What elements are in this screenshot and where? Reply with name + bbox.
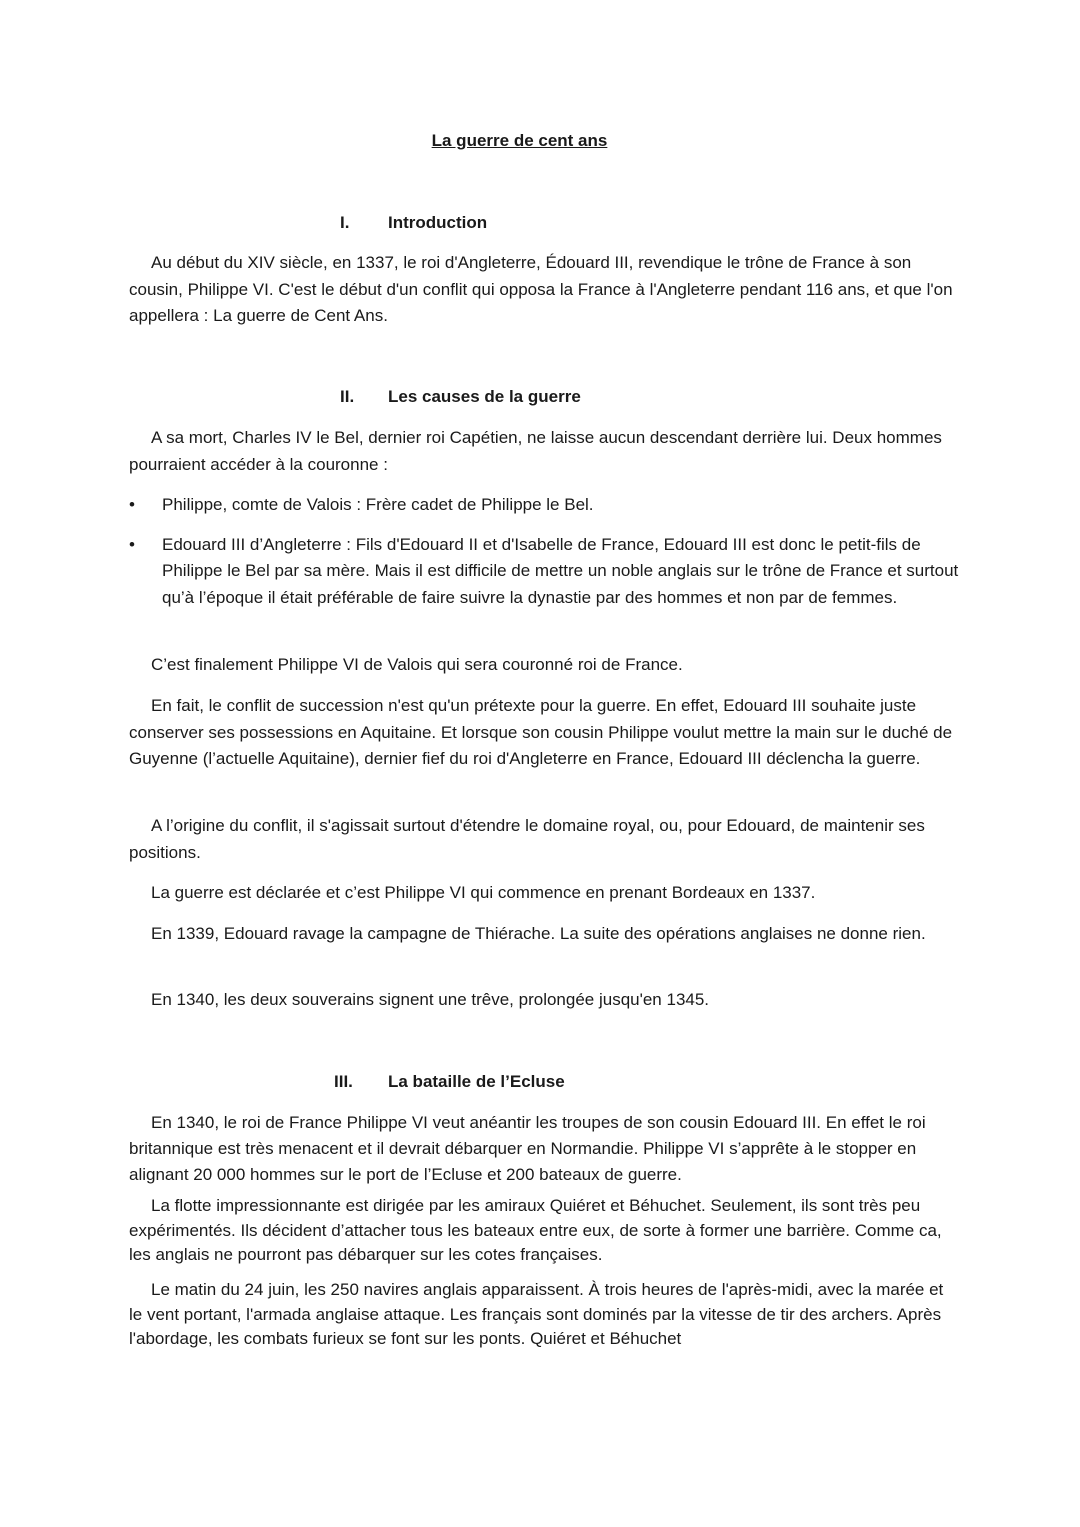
paragraph-ecluse-2: La flotte impressionnante est dirigée par les amiraux Quiéret et Béhuchet. Seulement, ils sont très peu expérimentés. Ils décident d’attacher tous les bateaux entre eux, de sorte à former une barrière. Comme ca, les anglais ne pourront pas débarquer sur les cotes françaises.: [129, 1196, 942, 1264]
paragraph-causes-intro: A sa mort, Charles IV le Bel, dernier roi Capétien, ne laisse aucun descendant derrière lui. Deux hommes pourraient accéder à la couronne :: [129, 428, 942, 474]
section-title: Introduction: [388, 213, 488, 232]
paragraph-declaration: La guerre est déclarée et c’est Philippe VI qui commence en prenant Bordeaux en 1337.: [151, 883, 816, 902]
section-heading-introduction: [340, 213, 487, 233]
section-heading-causes: [340, 387, 581, 407]
paragraph-pretext: En fait, le conflit de succession n'est qu'un prétexte pour la guerre. En effet, Edouard III souhaite juste conserver ses possessions en Aquitaine. Et lorsque son cousin Philippe voulut mettre la main sur le duché de Guyenne (l’actuelle Aquitaine), dernier fief du roi d'Angleterre en France, Edouard III déclencha la guerre.: [129, 696, 953, 768]
paragraph-ecluse-3: Le matin du 24 juin, les 250 navires anglais apparaissent. À trois heures de l'après-midi, avec la marée et le vent portant, l'armada anglaise attaque. Les français sont dominés par la vitesse de tir des archers. Après l'abordage, les combats furieux se font sur les ponts. Quiéret et Béhuchet: [129, 1280, 944, 1348]
bullet-list-claimants: [129, 492, 959, 611]
paragraph-introduction: Au début du XIV siècle, en 1337, le roi d'Angleterre, Édouard III, revendique le trône de France à son cousin, Philippe VI. C'est le début d'un conflit qui opposa la France à l'Angleterre pendant 116 ans, et que l'on appellera : La guerre de Cent Ans.: [129, 253, 953, 325]
list-item: [129, 532, 959, 612]
section-number: II.: [340, 387, 355, 406]
section-heading-ecluse: [334, 1072, 565, 1092]
paragraph-1340-truce: En 1340, les deux souverains signent une trêve, prolongée jusqu'en 1345.: [151, 990, 710, 1009]
paragraph-coronation: C’est finalement Philippe VI de Valois qui sera couronné roi de France.: [151, 655, 683, 674]
paragraph-1339: En 1339, Edouard ravage la campagne de Thiérache. La suite des opérations anglaises ne donne rien.: [151, 924, 926, 943]
section-number: III.: [334, 1072, 353, 1091]
section-title: La bataille de l’Ecluse: [388, 1072, 565, 1091]
list-item: [129, 492, 959, 519]
section-number: I.: [340, 213, 350, 232]
paragraph-ecluse-1: En 1340, le roi de France Philippe VI veut anéantir les troupes de son cousin Edouard III. En effet le roi britannique est très menacent et il devrait débarquer en Normandie. Philippe VI s’apprête à le stopper en alignant 20 000 hommes sur le port de l’Ecluse et 200 bateaux de guerre.: [129, 1113, 926, 1184]
document-title: La guerre de cent ans: [431, 131, 608, 150]
paragraph-origin: A l’origine du conflit, il s'agissait surtout d'étendre le domaine royal, ou, pour Edouard, de maintenir ses positions.: [129, 816, 925, 862]
list-item-text: Philippe, comte de Valois : Frère cadet de Philippe le Bel.: [162, 495, 594, 514]
list-item-text: Edouard III d’Angleterre : Fils d'Edouard II et d'Isabelle de France, Edouard III est donc le petit-fils de Philippe le Bel par sa mère. Mais il est difficile de mettre un noble anglais sur le trône de France et surtout qu’à l’époque il était préférable de faire suivre la dynastie par des hommes et non par de femmes.: [162, 534, 959, 607]
section-title: Les causes de la guerre: [388, 387, 581, 406]
bullet-icon: •: [129, 534, 135, 554]
bullet-icon: •: [129, 495, 135, 514]
